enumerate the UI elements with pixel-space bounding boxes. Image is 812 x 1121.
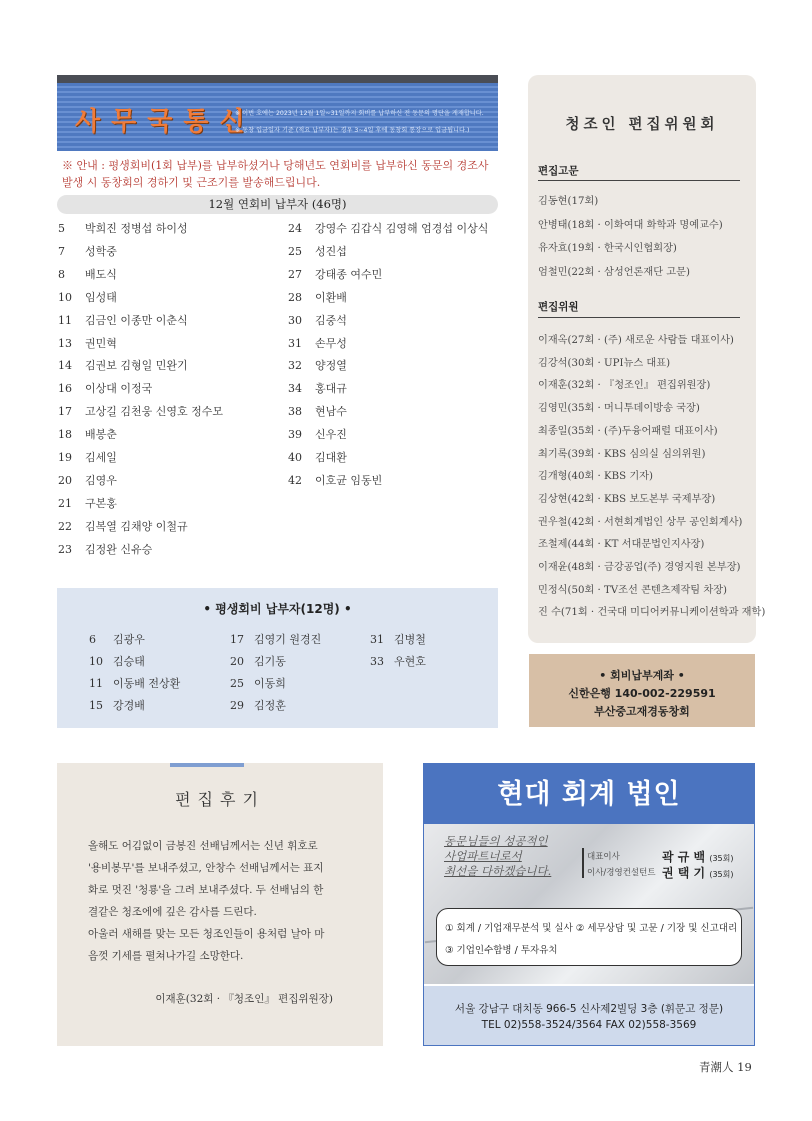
news-banner [57,75,498,151]
ad-slogan [444,834,551,879]
ad-services [436,908,742,966]
advisor-item: 안병태(18회 · 이화여대 화학과 명예교수) [538,219,723,231]
ad-divider [582,848,584,878]
member-rule [538,317,740,318]
class-number: 42 [288,473,302,487]
class-number: 20 [230,655,244,668]
member-names: 신우진 [315,428,347,442]
list-item [288,380,347,396]
person1-role: 대표이사 [587,852,620,862]
member-names: 김영기 원경진 [254,633,322,646]
afterword-line: 아울러 새해를 맞는 모든 청조인들이 용처럼 날아 마 [88,928,325,940]
class-number: 39 [288,428,302,442]
member-item: 진 수(71회 · 건국대 미디어커뮤니케이션학과 재학) [538,607,766,619]
member-names: 이동희 [254,677,286,690]
service-line-2: ③ 기업인수합병 / 투자유치 [445,945,558,956]
slogan-line: 최선을 다하겠습니다. [444,864,552,878]
class-number: 33 [370,655,384,668]
class-number: 23 [58,542,72,556]
list-item [58,518,188,534]
class-number: 24 [288,222,302,235]
editorial-committee [528,75,766,643]
list-item [58,380,152,396]
class-number: 15 [89,699,103,712]
person1-name-text: 곽 규 백 [662,850,706,864]
member-item: 최기록(39회 · KBS 심의실 심의위원) [538,448,706,460]
member-names: 배도식 [85,267,117,281]
ad-firm-name: 현대 회계 법인 [497,779,681,810]
afterword-title: 편집후기 [175,790,265,809]
member-names: 김기동 [254,655,286,668]
account-box [529,654,755,727]
class-number: 25 [230,677,244,690]
person2-name-text: 권 택 기 [662,866,706,880]
list-item [288,472,382,488]
member-names: 손무성 [315,336,347,350]
list-item [230,653,286,669]
person1-class: (35회) [709,854,734,863]
advertisement [423,763,755,1046]
member-names: 이호균 임동빈 [315,473,383,487]
banner-notes [235,105,497,139]
list-item [89,697,145,713]
member-item: 조철제(44회 · KT 서대문법인지사장) [538,539,705,551]
list-item [288,289,347,305]
afterword-line: 올해도 어김없이 금봉진 선배님께서는 신년 휘호로 [88,840,318,852]
list-item [58,495,117,511]
lifetime-fee-box [57,588,498,728]
member-names: 강경배 [113,699,145,712]
advisor-label: 편집고문 [538,165,579,177]
member-item: 최종일(35회 · (주)두융어패럴 대표이사) [538,425,718,437]
list-item [58,403,223,419]
class-number: 11 [89,677,103,690]
member-item: 김개형(40회 · KBS 기자) [538,471,653,483]
committee-title: 청조인 편집위원회 [565,117,719,133]
list-item [58,357,188,373]
member-names: 김권보 김형일 민완기 [85,359,188,373]
advisor-item: 김동현(17회) [538,196,599,207]
list-item [230,675,286,691]
ad-phone: TEL 02)558-3524/3564 FAX 02)558-3569 [481,1019,697,1031]
notice-text: ※ 안내 : 평생회비(1회 납부)를 납부하셨거나 당해년도 연회비를 납부하신 동문의 경조사 발생 시 동창회의 경하기 및 근조기를 발송해드립니다. [62,159,489,189]
list-item [288,243,347,259]
list-item [58,220,188,236]
class-number: 13 [58,336,72,350]
list-item [288,449,347,465]
class-number: 22 [58,519,72,533]
list-item [58,541,152,557]
class-number: 31 [370,633,384,646]
list-item [230,697,286,713]
member-names: 김대환 [315,451,347,464]
person1-name [662,848,733,865]
member-item: 김강석(30회 · UPI뉴스 대표) [538,357,671,369]
lifetime-fee-heading: • 평생회비 납부자(12명) • [203,602,352,616]
member-names: 김중석 [315,313,347,327]
class-number: 6 [89,633,96,646]
list-item [58,472,117,488]
class-number: 20 [58,473,72,487]
class-number: 31 [288,336,302,350]
member-names: 우현호 [394,655,426,668]
member-names: 배봉춘 [85,428,117,442]
class-number: 25 [288,244,302,258]
member-names: 강영수 김갑식 김영해 엄경섭 이상식 [315,222,489,235]
member-item: 민정식(50회 · TV조선 콘텐츠제작팀 차장) [538,584,728,596]
class-number: 5 [58,222,65,235]
member-names: 김세일 [85,451,117,464]
member-names: 김승태 [113,655,145,668]
class-number: 10 [58,290,72,304]
member-names: 이동배 전상환 [113,677,181,690]
ad-address: 서울 강남구 대치동 966-5 신사제2빌딩 3층 (휘문고 정문) [454,1003,724,1015]
list-item [288,403,347,419]
afterword-accent [170,763,244,767]
annual-fee-heading: 12월 연회비 납부자 (46명) [57,195,498,214]
account-label: • 회비납부계좌 • [599,669,685,682]
afterword-line: 음껏 기세를 펼쳐나가길 소망한다. [88,950,244,962]
member-names: 현남수 [315,405,347,419]
member-item: 김영민(35회 · 머니투데이방송 국장) [538,403,700,415]
member-names: 양정열 [315,359,347,373]
member-names: 임성태 [85,290,117,304]
list-item [58,426,117,442]
list-item [288,220,488,236]
class-number: 34 [288,382,302,396]
class-number: 7 [58,244,65,258]
banner-note-2: ※ 동창 입금일자 기준 (적요 납부자)는 경우 3~4일 후에 동창회 통장으로 입금됩니다.) [235,127,470,134]
member-names: 강태종 여수민 [315,267,383,281]
list-item [288,335,347,351]
class-number: 17 [58,405,72,419]
member-names: 김정완 신유승 [85,542,153,556]
person2-name [662,864,733,881]
member-item: 김상현(42회 · KBS 보도본부 국제부장) [538,493,716,505]
class-number: 21 [58,496,72,510]
member-item: 이재훈(32회 · 『청조인』 편집위원장) [538,380,711,392]
member-item: 이재윤(48회 · 금강공업(주) 경영지원 본부장) [538,562,741,573]
afterword-line: 결같은 청조에에 깊은 감사를 드린다. [88,906,257,918]
class-number: 32 [288,359,302,373]
list-item [58,243,117,259]
afterword-signature: 이재훈(32회 · 『청조인』 편집위원장) [155,993,333,1005]
class-number: 17 [230,633,244,646]
class-number: 11 [58,313,72,327]
page-number: 青潮人 19 [699,1060,752,1074]
member-names: 이상대 이정국 [85,382,153,396]
class-number: 10 [89,655,103,668]
member-names: 홍대규 [315,382,347,396]
list-item [288,426,347,442]
member-names: 고상길 김천웅 신영호 정수모 [85,405,224,419]
member-names: 이환배 [315,290,347,304]
service-line-1: ① 회계 / 기업재무분석 및 실사 ② 세무상담 및 고문 / 기장 및 신고대리 [445,923,738,934]
member-names: 박희진 정병섭 하이성 [85,222,188,235]
class-number: 30 [288,313,302,327]
banner-title: 사무국통신 [75,107,256,137]
member-names: 성학중 [85,244,117,258]
member-names: 권민혁 [85,336,117,350]
list-item [58,449,117,465]
list-item [370,631,426,647]
slogan-line: 동문님들의 성공적인 [444,834,548,848]
advisor-item: 엄철민(22회 · 삼성언론재단 고문) [538,266,690,278]
editorial-afterword [57,763,383,1046]
member-names: 김복열 김채양 이철규 [85,519,188,533]
account-bank: 신한은행 140-002-229591 [568,687,716,700]
member-item: 이재옥(27회 · (주) 새로운 사람들 대표이사) [538,335,734,346]
list-item [288,312,347,328]
member-label: 편집위원 [538,301,579,313]
class-number: 18 [58,428,72,442]
class-number: 29 [230,699,244,712]
member-item: 권우철(42회 · 서현회계법인 상무 공인회계사) [538,516,743,528]
class-number: 19 [58,451,72,464]
slogan-line: 사업파트너로서 [444,849,522,863]
member-names: 김금인 이종만 이춘식 [85,313,188,327]
list-item [89,675,180,691]
advisor-rule [538,180,740,181]
person2-role: 이사/경영컨설턴트 [587,868,656,878]
list-item [58,312,188,328]
class-number: 27 [288,267,302,281]
list-item [288,357,347,373]
member-names: 김영우 [85,473,117,487]
class-number: 14 [58,359,72,373]
list-item [370,653,426,669]
afterword-line: '용비봉무'를 보내주셨고, 안창수 선배님께서는 표지 [88,862,324,874]
list-item [89,653,145,669]
account-holder: 부산중고재경동창회 [594,705,690,718]
ad-footer [424,986,754,1045]
class-number: 8 [58,267,65,281]
class-number: 40 [288,451,302,464]
class-number: 16 [58,382,72,396]
list-item [58,266,117,282]
class-number: 38 [288,405,302,419]
list-item [58,289,117,305]
afterword-line: 화로 멋진 '청룡'을 그려 보내주셨다. 두 선배님의 한 [88,884,324,896]
banner-note-1: ※ 이번 호에는 2023년 12월 1일~31일까지 회비를 납부하신 전 동문의 명단을 게재합니다. [235,110,484,117]
member-names: 성진섭 [315,244,347,258]
list-item [288,266,382,282]
person2-class: (35회) [709,870,734,879]
member-names: 구본홍 [85,496,117,510]
member-names: 김병철 [394,633,426,646]
list-item [58,335,117,351]
member-names: 김정훈 [254,699,286,712]
member-names: 김광우 [113,633,145,646]
afterword-body [88,835,378,967]
list-item [89,631,145,647]
class-number: 28 [288,290,302,304]
list-item [230,631,321,647]
banner-topbar [57,75,498,83]
advisor-item: 유자효(19회 · 한국시인협회장) [538,243,677,254]
